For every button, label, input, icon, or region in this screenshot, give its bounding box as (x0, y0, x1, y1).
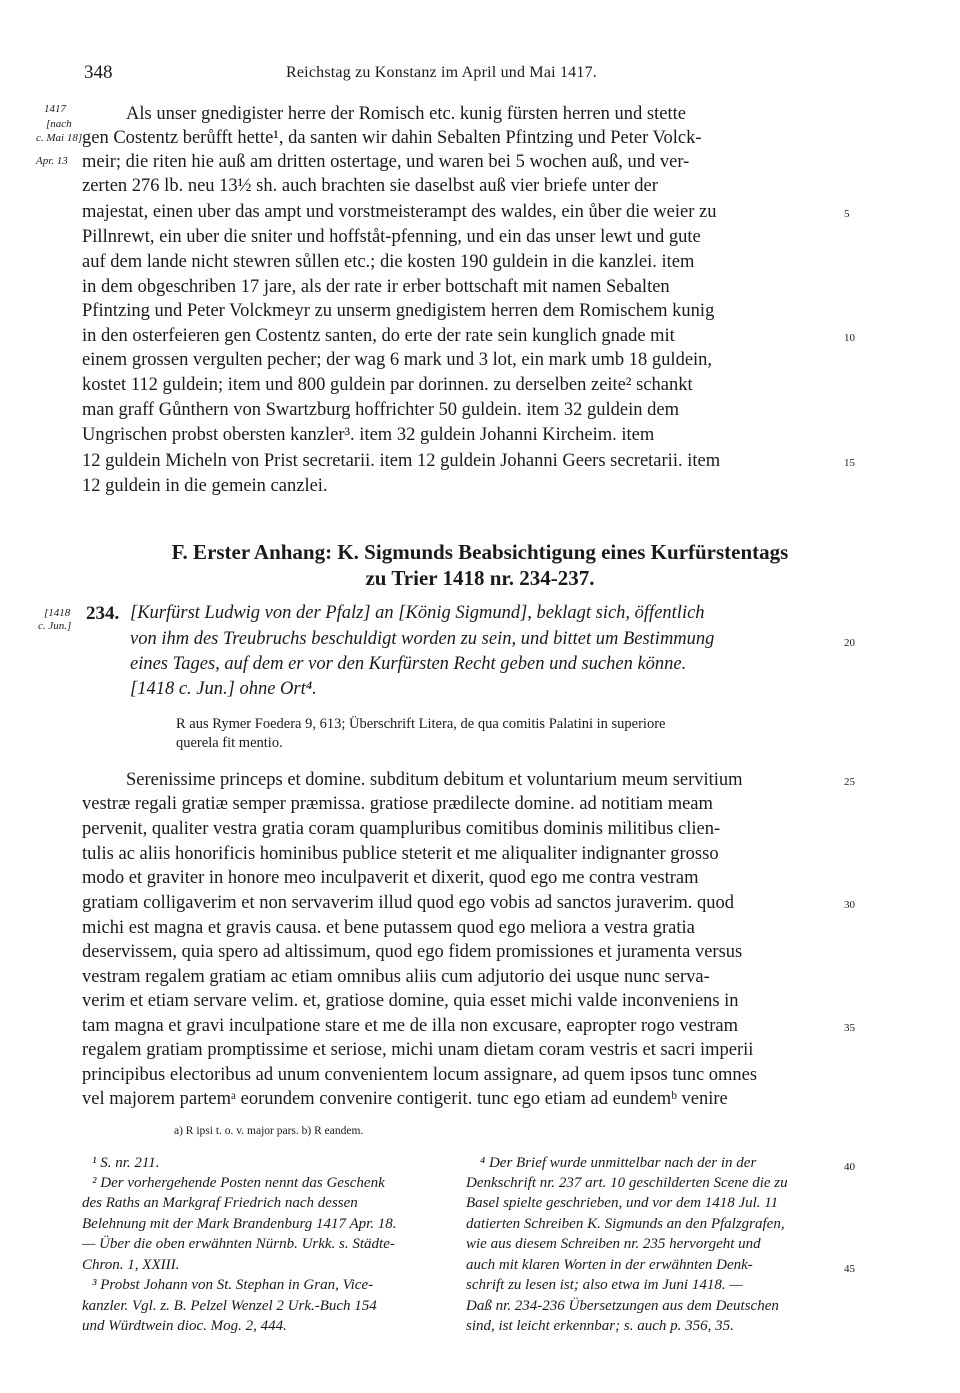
footnote-line: Chron. 1, XXIII. (82, 1257, 180, 1273)
document-summary-line: eines Tages, auf dem er vor den Kurfürsten Recht geben und suchen könne. (130, 654, 687, 674)
document-number: 234. (86, 603, 120, 624)
page-number: 348 (84, 62, 113, 83)
footnote-line: Belehnung mit der Mark Brandenburg 1417 Apr. 18. (82, 1216, 397, 1232)
text-line: majestat, einen uber das ampt und vorstmeisterampt des waldes, ein ůber die weier zu (82, 202, 717, 222)
text-line: auf dem lande nicht stewren sůllen etc.; die kosten 190 guldein in die kanzlei. item (82, 252, 695, 272)
text-line: modo et graviter in honore meo inculpaverit et dixerit, quod ego me contra vestram (82, 868, 699, 888)
footnote-line: Basel spielte geschrieben, und vor dem 1418 Jul. 11 (466, 1195, 779, 1211)
text-line: 12 guldein Micheln von Prist secretarii. item 12 guldein Johanni Geers secretarii. item (82, 451, 721, 471)
text-line: Serenissime princeps et domine. subditum debitum et voluntarium meum servitium (126, 770, 743, 790)
footnote-line: und Würdtwein dioc. Mog. 2, 444. (82, 1318, 287, 1334)
line-number: 25 (844, 776, 855, 788)
text-line: verim et etiam servare velim. et, gratiose domine, quia esset michi valde inconveniens in (82, 991, 739, 1011)
source-note-line1: R aus Rymer Foedera 9, 613; Überschrift Litera, de qua comitis Palatini in superiore (176, 716, 666, 732)
text-line: tulis ac aliis honorificis hominibus publice steterit et me aliqualiter indignanter grosso (82, 844, 719, 864)
text-line: Als unser gnedigister herre der Romisch etc. kunig fürsten herren und stette (126, 104, 686, 124)
text-line: meir; die riten hie auß am dritten ostertage, und waren bei 5 wochen auß, und ver- (82, 152, 690, 172)
document-summary-line: [Kurfürst Ludwig von der Pfalz] an [König Sigmund], beklagt sich, öffentlich (130, 603, 705, 623)
text-line: deservissem, quia spero ad altissimum, quod ego fidem promissiones et juramenta versus (82, 942, 743, 962)
text-line: einem grossen vergulten pecher; der wag 6 mark und 3 lot, ein mark umb 18 guldein, (82, 350, 713, 370)
footnote-line: auch mit klaren Worten in der erwähnten Denk- (466, 1257, 753, 1273)
footnote-line: datierten Schreiben K. Sigmunds an den Pfalzgrafen, (466, 1216, 785, 1232)
variant-notes: a) R ipsi t. o. v. major pars. b) R eandem. (174, 1125, 364, 1137)
line-number: 40 (844, 1161, 855, 1173)
text-line: principibus electoribus ad unum convenientem locum assignare, ad quem ipsos tunc omnes (82, 1065, 758, 1085)
text-line: michi est magna et gravis causa. et bene putassem quod ego meliora a vestra gratia (82, 918, 695, 938)
line-number: 45 (844, 1263, 855, 1275)
section-heading-line1: F. Erster Anhang: K. Sigmunds Beabsichtigung eines Kurfürstentags (171, 540, 789, 564)
text-line: vel majorem partemᵃ eorundem convenire contigerit. tunc ego etiam ad eundemᵇ venire (82, 1089, 728, 1109)
text-line: gratiam colligaverim et non servaverim illud quod ego vobis ad sanctos juraverim. quod (82, 893, 734, 913)
text-line: vestram regalem gratiam ac etiam omnibus aliis cum adjutorio dei usque nunc serva- (82, 967, 710, 987)
text-line: in dem obgeschriben 17 jare, als der rate ir erber bottschaft mit namen Sebalten (82, 277, 670, 297)
text-line: in den osterfeieren gen Costentz santen, do erte der rate sein kunglich gnade mit (82, 326, 675, 346)
text-line: vestræ regali gratiæ semper præmissa. gratiose prædilecte domine. ad notitiam meam (82, 794, 713, 814)
footnote-line: Denkschrift nr. 237 art. 10 geschilderten Scene die zu (466, 1175, 788, 1191)
text-line: Ungrischen probst obersten kanzler³. item 32 guldein Johanni Kircheim. item (82, 425, 655, 445)
line-number: 35 (844, 1022, 855, 1034)
text-line: 12 guldein in die gemein canzlei. (82, 476, 328, 496)
source-note-line2: querela fit mentio. (176, 735, 283, 751)
document-summary-line: [1418 c. Jun.] ohne Ort⁴. (130, 679, 317, 699)
text-line: regalem gratiam promptissime et seriose, michi unam dietam coram vestris et sacri imperii (82, 1040, 754, 1060)
footnote-line: des Raths an Markgraf Friedrich nach dessen (82, 1195, 358, 1211)
footnote-line: schrift zu lesen ist; also etwa im Juni 1418. — (466, 1277, 743, 1293)
footnote-line: — Über die oben erwähnten Nürnb. Urkk. s. Städte- (82, 1236, 395, 1252)
line-number: 5 (844, 208, 850, 220)
footnote-line: kanzler. Vgl. z. B. Pelzel Wenzel 2 Urk.-Buch 154 (82, 1298, 377, 1314)
text-line: man graff Gůnthern von Swartzburg hoffrichter 50 guldein. item 32 guldein dem (82, 400, 680, 420)
margin-note-mai18: c. Mai 18] (36, 132, 83, 144)
footnote-line: Daß nr. 234-236 Übersetzungen aus dem Deutschen (466, 1298, 779, 1314)
line-number: 15 (844, 457, 855, 469)
text-line: tam magna et gravi inculpatione stare et me de illa non excusare, eapropter rogo vestram (82, 1016, 738, 1036)
footnote-line: ¹ S. nr. 211. (92, 1155, 160, 1171)
margin-note-doc-date: c. Jun.] (38, 620, 72, 632)
section-heading-line2: zu Trier 1418 nr. 234-237. (365, 566, 595, 590)
footnote-line: wie aus diesem Schreiben nr. 235 hervorgeht und (466, 1236, 761, 1252)
text-line: gen Costentz berůfft hette¹, da santen wir dahin Sebalten Pfintzing und Peter Volck- (82, 128, 702, 148)
document-summary-line: von ihm des Treubruchs beschuldigt worden zu sein, und bittet um Bestimmung (130, 629, 715, 649)
text-line: Pfintzing und Peter Volckmeyr zu unserm gnedigistem herren dem Romischem kunig (82, 301, 715, 321)
text-line: zerten 276 lb. neu 13½ sh. auch brachten sie daselbst auß vier briefe unter der (82, 176, 658, 196)
footnote-line: ⁴ Der Brief wurde unmittelbar nach der in der (480, 1155, 757, 1171)
line-number: 10 (844, 332, 855, 344)
margin-note-nach: [nach (46, 118, 72, 130)
footnote-line: ³ Probst Johann von St. Stephan in Gran, Vice- (92, 1277, 374, 1293)
line-number: 30 (844, 899, 855, 911)
text-line: Pillnrewt, ein uber die sniter und hoffståt-pfenning, und ein das unser lewt und gute (82, 227, 701, 247)
footnote-line: sind, ist leicht erkennbar; s. auch p. 356, 35. (466, 1318, 734, 1334)
footnote-line: ² Der vorhergehende Posten nennt das Geschenk (92, 1175, 385, 1191)
line-number: 20 (844, 637, 855, 649)
text-line: pervenit, qualiter vestra gratia coram quampluribus comitibus dominis militibus clien- (82, 819, 721, 839)
margin-note-doc-year: [1418 (44, 607, 71, 619)
margin-note-apr13: Apr. 13 (36, 155, 68, 167)
running-head-title: Reichstag zu Konstanz im April und Mai 1417. (286, 64, 597, 81)
margin-note-1417: 1417 (44, 103, 66, 115)
text-line: kostet 112 guldein; item und 800 guldein par dorinnen. zu derselben zeite² schankt (82, 375, 693, 395)
